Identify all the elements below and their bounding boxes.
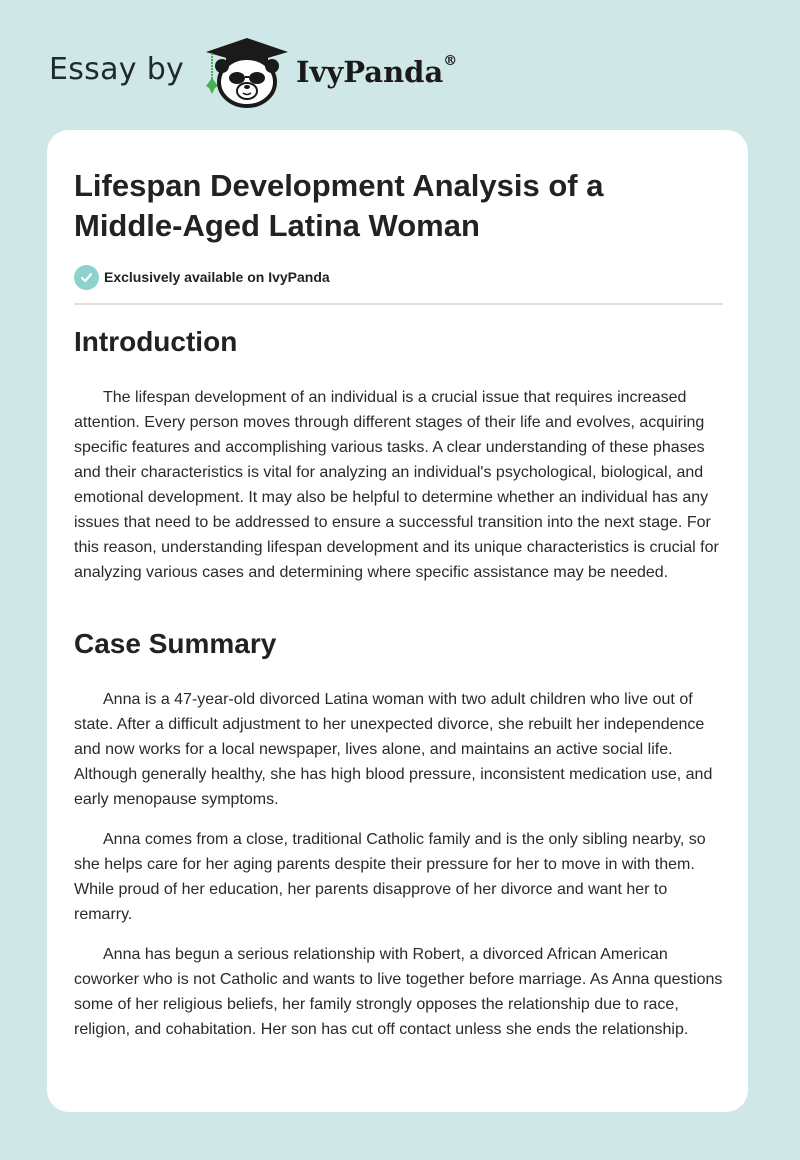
title-divider (74, 303, 723, 305)
essay-card (47, 130, 748, 1112)
check-circle-icon (74, 265, 99, 290)
exclusive-badge (74, 264, 330, 290)
essay-by-label: Essay by (49, 52, 185, 87)
registered-mark: ® (443, 53, 458, 69)
section-heading-introduction: Introduction (74, 326, 238, 357)
panda-graduate-icon[interactable] (202, 36, 292, 108)
paragraph: Anna has begun a serious relationship with Robert, a divorced African American coworker who is not Catholic and wants to live together before marriage. As Anna questions some of her religious beliefs, her family strongly opposes the relationship due to race, religion, and cohabitation. Her son has cut off contact unless she ends the relationship. (74, 946, 723, 1038)
brand-logo-text[interactable] (296, 55, 457, 89)
paragraph: The lifespan development of an individual is a crucial issue that requires increased attention. Every person moves through different stages of their life and evolves, acquiring specific features and accomplishing various tasks. A clear understanding of these phases and their characteristics is vital for analyzing an individual's psychological, biological, and emotional development. It may also be helpful to determine whether an individual has any issues that need to be addressed to ensure a successful transition into the next stage. For this reason, understanding lifespan development and its unique characteristics is crucial for analyzing various cases and determining where specific assistance may be needed. (74, 389, 719, 581)
site-header (0, 0, 800, 130)
page-title: Lifespan Development Analysis of a Middle-Aged Latina Woman (74, 168, 604, 243)
section-heading-case-summary: Case Summary (74, 628, 277, 659)
brand-name: IvyPanda (296, 55, 444, 89)
paragraph: Anna comes from a close, traditional Catholic family and is the only sibling nearby, so she helps care for her aging parents despite their pressure for her to move in with them. While proud of her education, her parents disapprove of her divorce and want her to remarry. (74, 831, 706, 923)
exclusive-badge-text: Exclusively available on IvyPanda (104, 269, 330, 285)
paragraph: Anna is a 47-year-old divorced Latina woman with two adult children who live out of state. After a difficult adjustment to her unexpected divorce, she rebuilt her independence and now works for a local newspaper, lives alone, and maintains an active social life. Although generally healthy, she has high blood pressure, inconsistent medication use, and early menopause symptoms. (74, 691, 713, 808)
